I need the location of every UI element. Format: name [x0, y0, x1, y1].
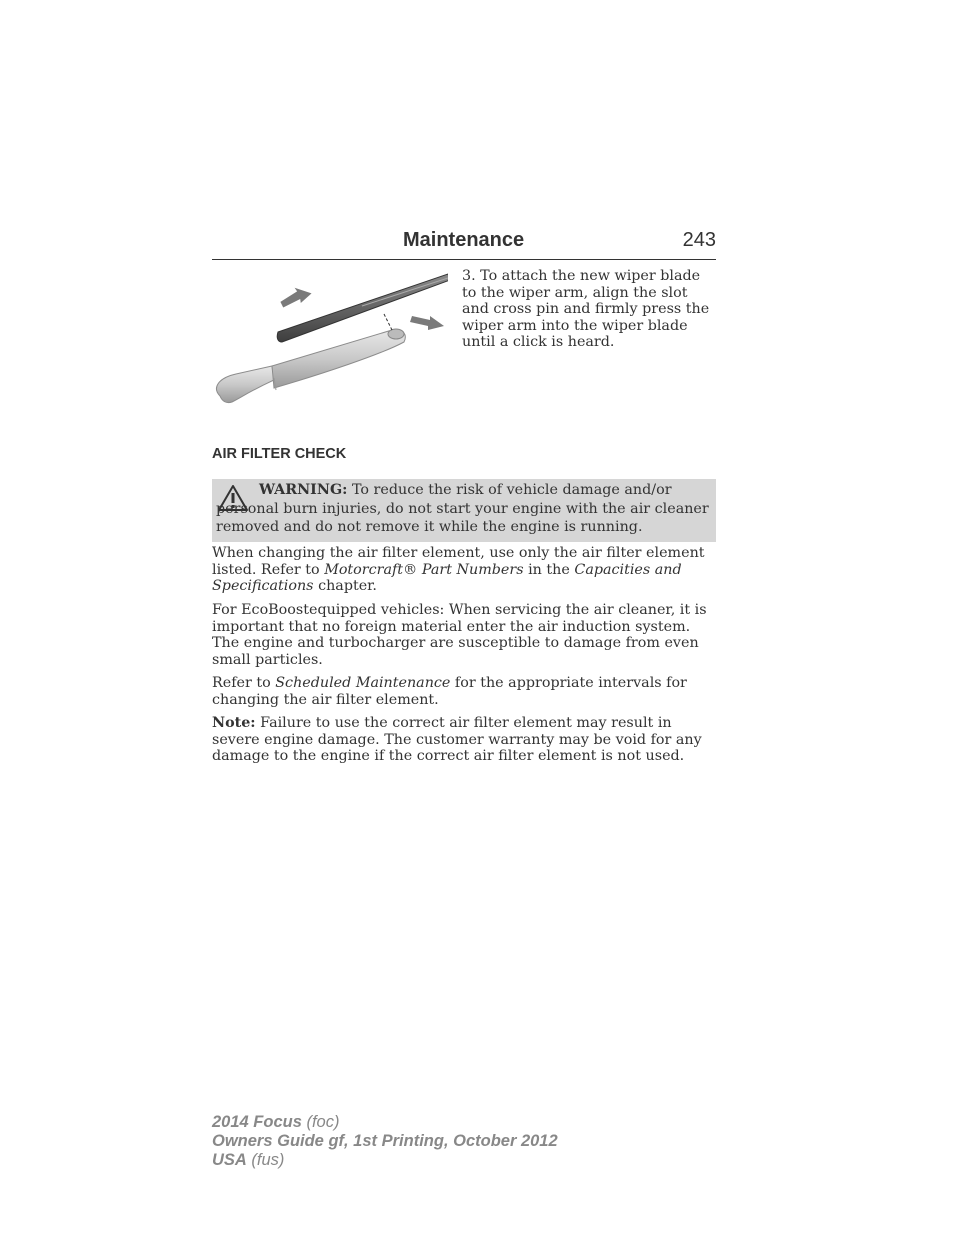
para3-text-2: for the appropriate intervals for changing the air filter element. — [212, 675, 687, 708]
note-body: Failure to use the correct air filter element may result in severe engine damage. The customer warranty may be void for any damage to the engine if the correct air filter element is not used. — [212, 715, 702, 764]
footer-line-2 — [212, 1132, 558, 1151]
note-label: Note: — [212, 715, 256, 731]
para1-text-2: in the — [523, 561, 575, 578]
scheduled-maintenance-ref: Scheduled Maintenance — [275, 675, 451, 691]
page-number: 243 — [682, 229, 716, 251]
section-title: Maintenance — [403, 229, 525, 251]
page-header — [212, 229, 716, 260]
paragraph-scheduled-maintenance — [212, 675, 718, 708]
para3-text-1: Refer to — [212, 675, 276, 691]
wiper-blade-illustration — [212, 268, 448, 428]
note-paragraph — [212, 715, 718, 765]
para1-text-3: chapter. — [313, 578, 377, 594]
warning-box — [212, 479, 716, 542]
warning-text — [216, 481, 715, 537]
page-footer — [212, 1113, 558, 1170]
footer-model-code: (foc) — [301, 1113, 340, 1131]
footer-guide-info: Owners Guide gf, 1st Printing, October 2012 — [212, 1132, 558, 1150]
footer-line-1 — [212, 1113, 558, 1132]
paragraph-ecoboost: For EcoBoostequipped vehicles: When servicing the air cleaner, it is important that no foreign material enter the air induction system. The engine and turbocharger are susceptible to damage from even small particles. — [212, 602, 707, 668]
capacities-specifications-ref: Capacities and Specifications — [212, 561, 682, 594]
air-filter-check-heading: AIR FILTER CHECK — [212, 446, 347, 462]
motorcraft-part-numbers-ref: Motorcraft® Part Numbers — [324, 561, 524, 578]
step-3-text: 3. To attach the new wiper blade to the wiper arm, align the slot and cross pin and firmly press the wiper arm into the wiper blade until a click is heard. — [462, 268, 710, 350]
footer-market-code: (fus) — [246, 1151, 285, 1169]
para1-text-1: When changing the air filter element, use only the air filter element listed. Refer to — [212, 545, 705, 578]
footer-market: USA — [212, 1151, 247, 1169]
warning-label: WARNING: — [259, 482, 348, 498]
paragraph-air-filter-element — [212, 545, 718, 595]
footer-line-3 — [212, 1151, 558, 1170]
warning-body: To reduce the risk of vehicle damage and/or personal burn injuries, do not start your engine with the air cleaner removed and do not remove it while the engine is running. — [216, 482, 709, 535]
footer-model: 2014 Focus — [212, 1113, 302, 1131]
